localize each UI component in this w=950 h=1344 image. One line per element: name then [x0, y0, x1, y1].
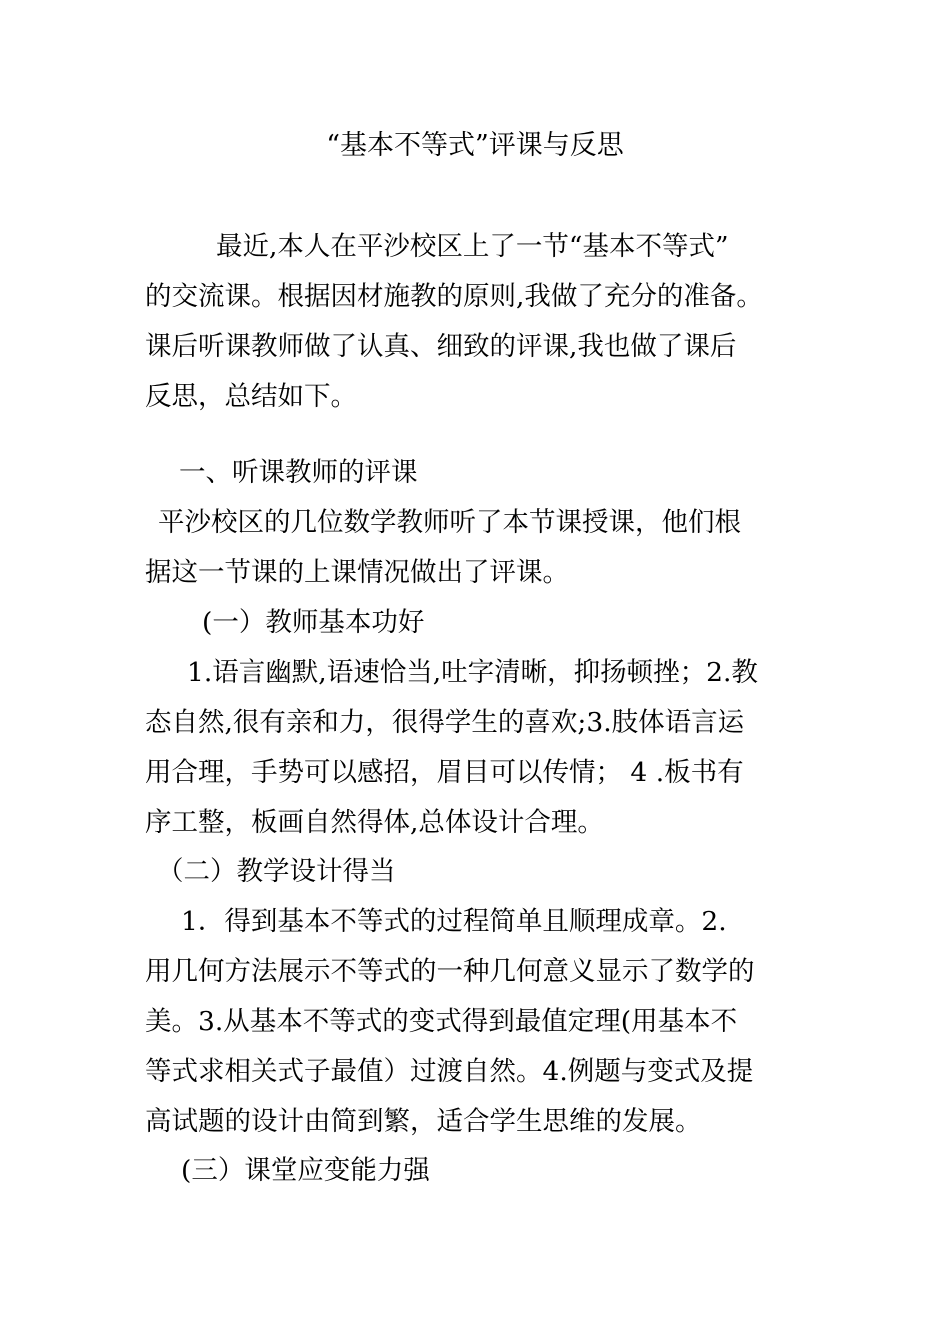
- sub2-line: 美。3.从基本不等式的变式得到最值定理(用基本不: [145, 1006, 738, 1037]
- intro-line: 最近,本人在平沙校区上了一节“基本不等式”: [216, 231, 729, 262]
- intro-line: 的交流课。根据因材施教的原则,我做了充分的准备。: [145, 281, 763, 312]
- subsection-heading: [145, 598, 810, 648]
- subsection-heading: [145, 1146, 810, 1196]
- section-heading: [145, 448, 810, 498]
- sub2-line: 1．得到基本不等式的过程简单且顺理成章。2.: [181, 906, 727, 937]
- sub1-line: 态自然,很有亲和力，很得学生的喜欢;3.肢体语言运: [145, 707, 745, 738]
- intro-line: 课后听课教师做了认真、细致的评课,我也做了课后: [145, 331, 737, 362]
- section1-paragraph: [145, 498, 810, 598]
- sub1-line: 用合理，手势可以感招，眉目可以传情； 4 .板书有: [145, 757, 744, 788]
- sub1-heading: (一）教师基本功好: [202, 607, 425, 638]
- section1-line: 据这一节课的上课情况做出了评课。: [145, 557, 569, 588]
- document-title: “基本不等式”评课与反思: [326, 130, 624, 161]
- sub2-line: 用几何方法展示不等式的一种几何意义显示了数学的: [145, 956, 755, 987]
- sub2-line: 高试题的设计由简到繁，适合学生思维的发展。: [145, 1106, 702, 1137]
- sub3-heading: (三）课堂应变能力强: [181, 1155, 430, 1186]
- intro-paragraph: [145, 222, 810, 422]
- intro-line: 反思，总结如下。: [145, 381, 357, 412]
- sub2-paragraph: [145, 897, 810, 1147]
- sub1-line: 序工整，板画自然得体,总体设计合理。: [145, 807, 604, 838]
- sub2-line: 等式求相关式子最值）过渡自然。4.例题与变式及提: [145, 1056, 754, 1087]
- section1-heading: 一、听课教师的评课: [179, 457, 418, 488]
- section1-line: 平沙校区的几位数学教师听了本节课授课，他们根: [158, 507, 741, 538]
- sub1-paragraph: [145, 648, 810, 848]
- subsection-heading: [145, 847, 810, 897]
- sub2-heading: （二）教学设计得当: [157, 856, 396, 887]
- sub1-line: 1.语言幽默,语速恰当,吐字清晰，抑扬顿挫；2.教: [187, 657, 758, 688]
